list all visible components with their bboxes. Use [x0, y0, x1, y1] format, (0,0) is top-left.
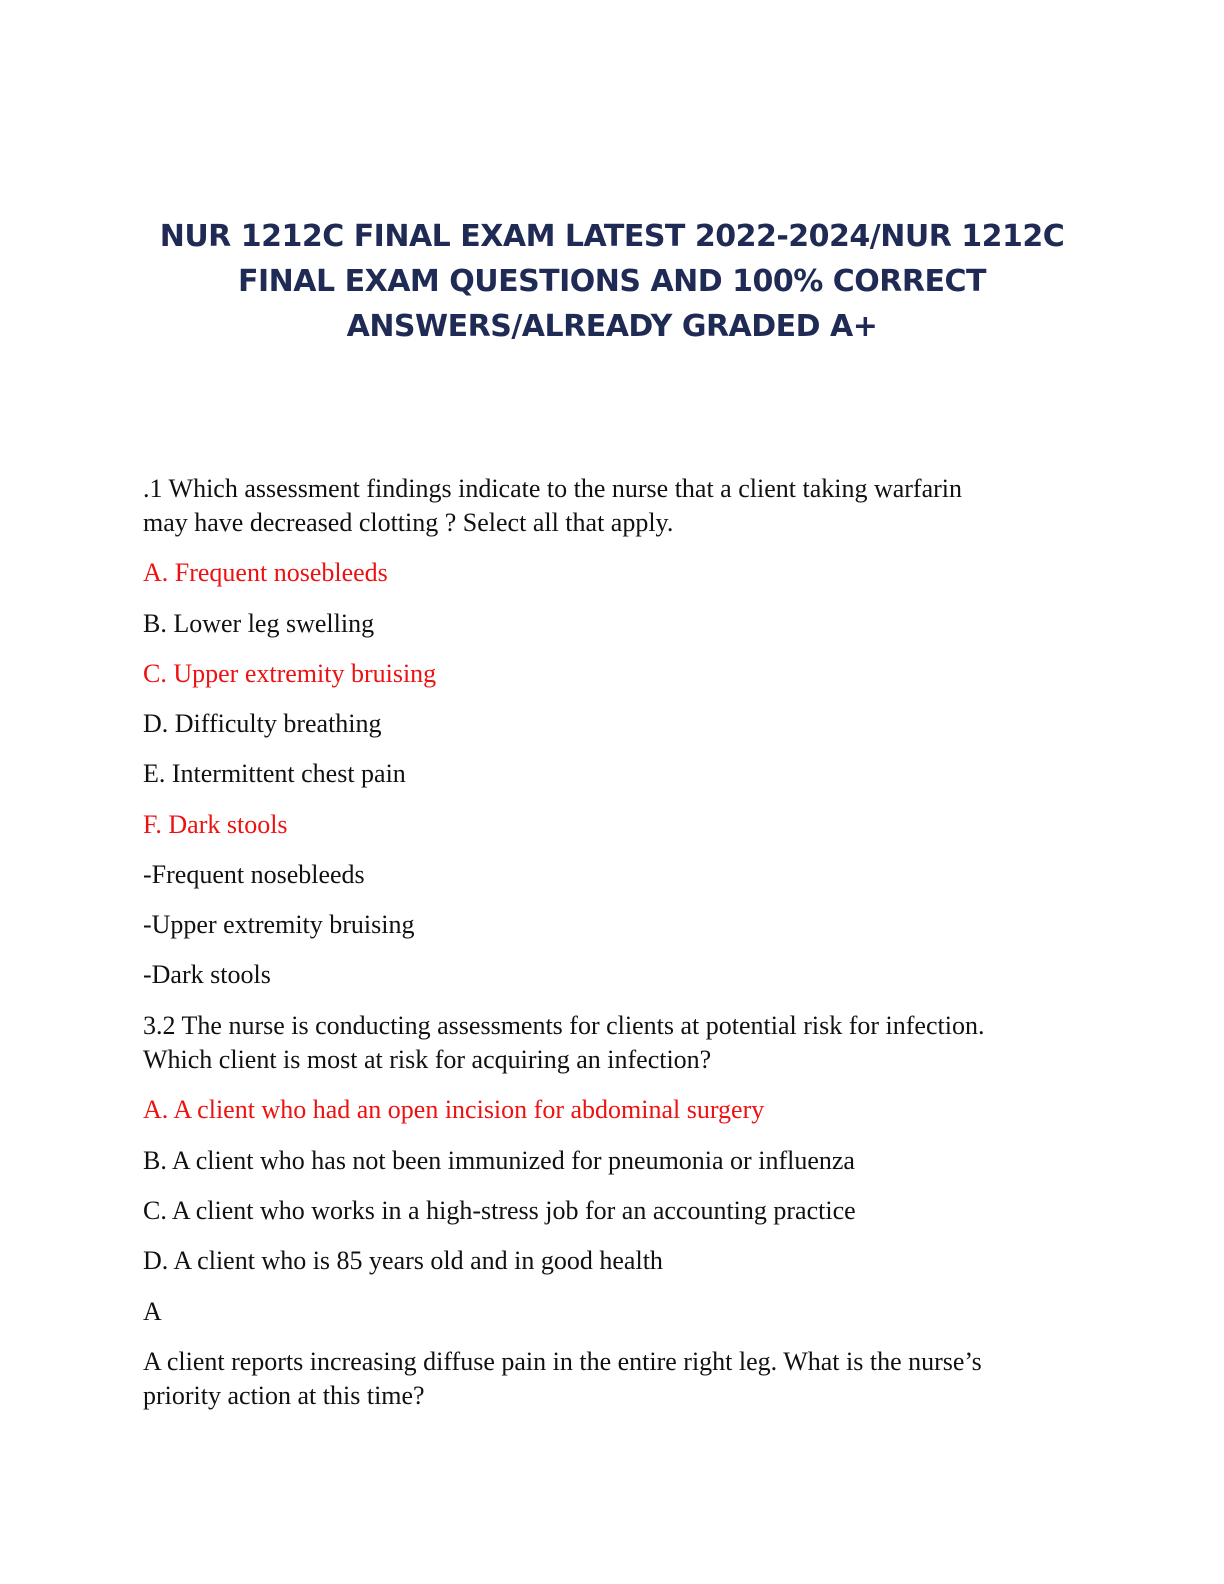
question-2-answer: A — [143, 1297, 162, 1326]
question-1-option-d: D. Difficulty breathing — [143, 709, 382, 738]
question-2-option-b: B. A client who has not been immunized for pneumonia or influenza — [143, 1146, 855, 1175]
question-1-option-b: B. Lower leg swelling — [143, 609, 375, 638]
question-1-answer: -Frequent nosebleeds — [143, 860, 365, 889]
question-2-option-a: A. A client who had an open incision for abdominal surgery — [143, 1095, 765, 1124]
question-1-answer: -Dark stools — [143, 960, 271, 989]
question-2-option-c: C. A client who works in a high-stress job for an accounting practice — [143, 1196, 856, 1225]
question-1-option-a: A. Frequent nosebleeds — [143, 558, 388, 587]
question-1-stem-line: .1 Which assessment findings indicate to the nurse that a client taking warfarin — [143, 474, 963, 503]
question-1-answer: -Upper extremity bruising — [143, 910, 415, 939]
question-3-stem-line: priority action at this time? — [143, 1381, 425, 1410]
question-1-option-f: F. Dark stools — [143, 810, 288, 839]
document-title — [120, 214, 1104, 349]
question-1-option-c: C. Upper extremity bruising — [143, 659, 437, 688]
title-line: NUR 1212C FINAL EXAM LATEST 2022-2024/NUR 1212C — [159, 219, 1065, 254]
title-line: FINAL EXAM QUESTIONS AND 100% CORRECT — [238, 264, 986, 299]
question-2-stem-line: Which client is most at risk for acquiring an infection? — [143, 1045, 712, 1074]
question-2-option-d: D. A client who is 85 years old and in good health — [143, 1246, 663, 1275]
question-1-stem-line: may have decreased clotting ? Select all that apply. — [143, 508, 674, 537]
question-2-stem-line: 3.2 The nurse is conducting assessments for clients at potential risk for infection. — [143, 1011, 985, 1040]
question-1-option-e: E. Intermittent chest pain — [143, 759, 406, 788]
question-3-stem-line: A client reports increasing diffuse pain in the entire right leg. What is the nurse’s — [143, 1347, 982, 1376]
title-line: ANSWERS/ALREADY GRADED A+ — [346, 309, 878, 344]
